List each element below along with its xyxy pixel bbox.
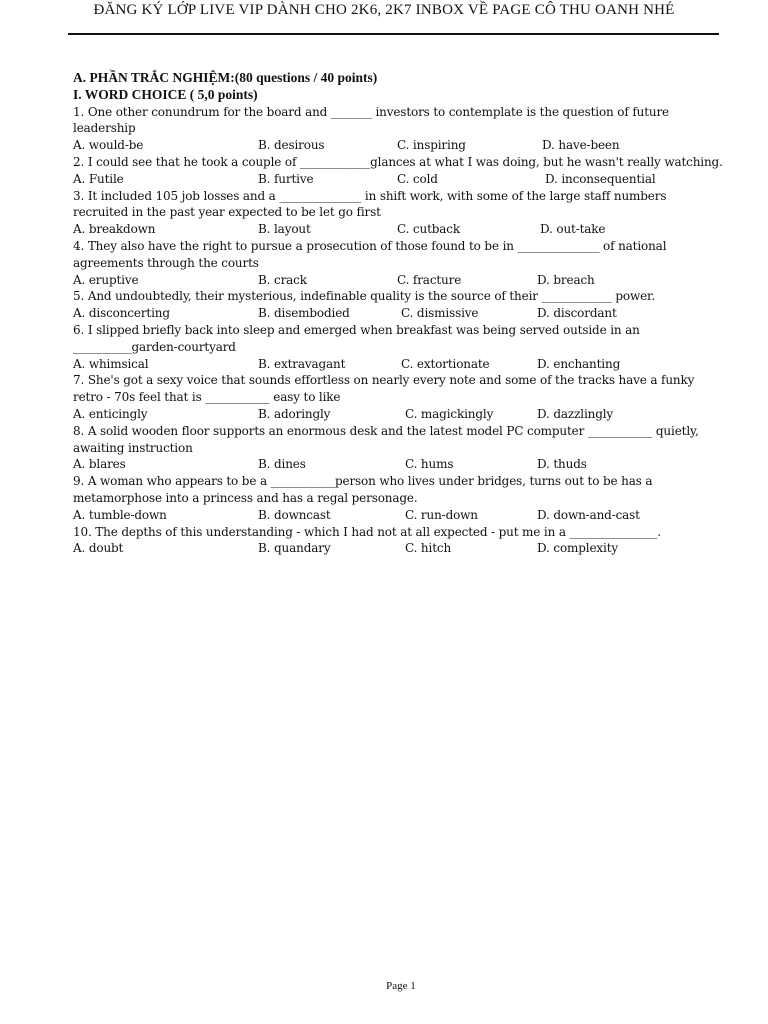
answer-option-a: A. enticingly: [73, 406, 148, 421]
answer-option-d: D. out-take: [540, 222, 606, 237]
answer-option-a: A. blares: [73, 457, 126, 472]
answer-option-b: B. desirous: [258, 138, 325, 153]
question-list: [73, 104, 723, 558]
answer-options-row: [73, 406, 723, 423]
answer-option-a: A. doubt: [73, 541, 124, 556]
answer-option-c: C. dismissive: [401, 306, 479, 321]
answer-options-row: [73, 137, 723, 154]
answer-option-d: D. thuds: [537, 457, 587, 472]
answer-option-a: A. eruptive: [73, 272, 139, 287]
answer-option-a: A. Futile: [73, 171, 124, 186]
question-section: [73, 70, 723, 557]
answer-option-a: A. would-be: [73, 138, 144, 153]
answer-option-a: A. disconcerting: [73, 306, 170, 321]
answer-option-b: B. dines: [258, 457, 306, 472]
question-text: 8. A solid wooden floor supports an enormous desk and the latest model PC computer ___________ quietly, awaiting instruction: [73, 423, 699, 455]
answer-option-c: C. hitch: [405, 541, 452, 556]
answer-option-b: B. adoringly: [258, 406, 331, 421]
answer-options-row: [73, 221, 723, 238]
answer-option-b: B. quandary: [258, 541, 331, 556]
answer-options-row: [73, 540, 723, 557]
answer-option-d: D. down-and-cast: [537, 507, 640, 522]
answer-option-c: C. cutback: [397, 222, 460, 237]
answer-option-c: C. extortionate: [401, 356, 490, 371]
answer-option-b: B. extravagant: [258, 356, 346, 371]
page-number: Page 1: [386, 980, 416, 992]
answer-options-row: [73, 305, 723, 322]
header-divider: [68, 33, 719, 35]
answer-option-c: C. magickingly: [405, 406, 494, 421]
answer-option-d: D. complexity: [537, 541, 619, 556]
answer-option-d: D. enchanting: [537, 356, 621, 371]
answer-options-row: [73, 171, 723, 188]
question-text: 6. I slipped briefly back into sleep and emerged when breakfast was being served outside in an __________garden-courtyard: [73, 322, 640, 354]
answer-option-d: D. have-been: [542, 138, 620, 153]
answer-option-c: C. cold: [397, 171, 438, 186]
answer-options-row: [73, 456, 723, 473]
page-header-title: ĐĂNG KÝ LỚP LIVE VIP DÀNH CHO 2K6, 2K7 INBOX VỀ PAGE CÔ THU OANH NHÉ: [93, 2, 675, 18]
answer-option-b: B. furtive: [258, 171, 314, 186]
question-text: 1. One other conundrum for the board and _______ investors to contemplate is the question of future leadership: [73, 104, 669, 136]
answer-option-a: A. breakdown: [73, 222, 156, 237]
section-title: A. PHẦN TRẮC NGHIỆM:(80 questions / 40 points): [73, 70, 378, 85]
answer-option-d: D. dazzlingly: [537, 406, 614, 421]
question-text: 5. And undoubtedly, their mysterious, indefinable quality is the source of their ____________ power.: [73, 289, 655, 304]
answer-option-d: D. inconsequential: [545, 171, 656, 186]
answer-option-c: C. fracture: [397, 272, 462, 287]
answer-option-b: B. disembodied: [258, 306, 350, 321]
answer-option-b: B. crack: [258, 272, 307, 287]
answer-option-d: D. breach: [537, 272, 595, 287]
answer-option-c: C. inspiring: [397, 138, 466, 153]
question-text: 2. I could see that he took a couple of ____________glances at what I was doing, but he wasn't really watching.: [73, 154, 723, 169]
answer-options-row: [73, 356, 723, 373]
question-text: 7. She's got a sexy voice that sounds effortless on nearly every note and some of the tracks have a funky retro - 70s feel that is ___________ easy to like: [73, 373, 695, 405]
answer-options-row: [73, 507, 723, 524]
section-subtitle: I. WORD CHOICE ( 5,0 points): [73, 86, 258, 102]
answer-option-a: A. whimsical: [73, 356, 149, 371]
answer-option-b: B. layout: [258, 222, 311, 237]
question-text: 9. A woman who appears to be a ___________person who lives under bridges, turns out to be has a metamorphose into a princess and has a regal personage.: [73, 474, 653, 505]
question-text: 3. It included 105 job losses and a ______________ in shift work, with some of the large staff numbers recruited in the past year expected to be let go first: [73, 188, 667, 220]
answer-option-c: C. run-down: [405, 507, 478, 522]
answer-option-d: D. discordant: [537, 306, 617, 321]
question-text: 4. They also have the right to pursue a prosecution of those found to be in ______________ of national agreements through the courts: [73, 238, 667, 270]
question-text: 10. The depths of this understanding - which I had not at all expected - put me in a _______________.: [73, 524, 661, 539]
answer-option-c: C. hums: [405, 457, 454, 472]
answer-options-row: [73, 272, 723, 289]
answer-option-a: A. tumble-down: [73, 507, 167, 522]
answer-option-b: B. downcast: [258, 507, 331, 522]
